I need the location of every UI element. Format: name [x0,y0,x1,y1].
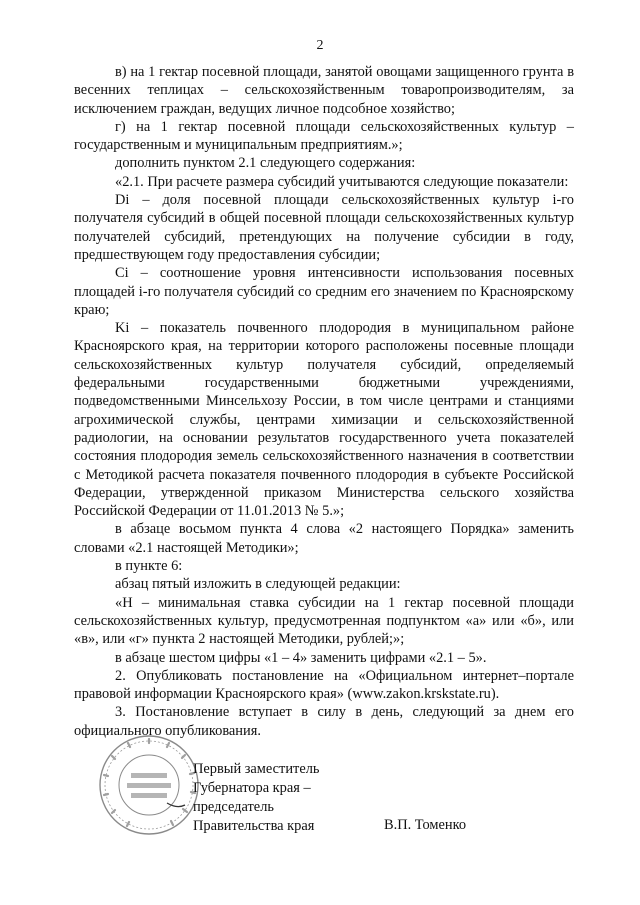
paragraph: в абзаце шестом цифры «1 – 4» заменить цифрами «2.1 – 5». [115,649,487,666]
paragraph: в) на 1 гектар посевной площади, занятой овощами защищенного грунта в весенних теплицах – сельскохозяйственным товаропроизводителям, за исключением граждан, ведущих личное подсобное хозяйство; [74,64,574,117]
signatory-title-line: Правительства края [193,818,315,834]
paragraph: «Н – минимальная ставка субсидии на 1 гектар посевной площади сельскохозяйственных культур, предусмотренная подпунктом «а» или «б», или «в», или «г» пункта 2 настоящей Методики, рублей;»; [74,594,574,648]
paragraph: Ci – соотношение уровня интенсивности использования посевных площадей i-го получателя субсидий со средним его значением по Красноярскому краю; [74,265,574,318]
paragraph: абзац пятый изложить в следующей редакции: [115,576,401,593]
paragraph: Ki – показатель почвенного плодородия в муниципальном районе Красноярского края, на территории которого расположены посевные площади сельскохозяйственных культур получателя субсидий, определяемый федеральными государственными бюджетными учреждениями, подведомственными Минсельхозу России, в том числе центрами и станциями агрохимической службы, центрами химизации и сельскохозяйственной радиологии, на основании результатов государственного учета показателей состояния плодородия земель сельскохозяйственного назначения в соответствии с Методикой расчета показателя почвенного плодородия в субъекте Российской Федерации, утвержденной приказом Министерства сельского хозяйства Российской Федерации от 11.01.2013 № 5.»; [74,320,574,520]
signatory-title-line: Первый заместитель [193,761,320,777]
official-seal-icon [97,733,201,837]
paragraph: «2.1. При расчете размера субсидий учитываются следующие показатели: [115,173,569,190]
paragraph: в пункте 6: [115,558,183,575]
paragraph: в абзаце восьмом пункта 4 слова «2 настоящего Порядка» заменить словами «2.1 настоящей Методики»; [74,521,574,556]
paragraph: 3. Постановление вступает в силу в день, следующий за днем его официального опубликования. [74,704,574,739]
paragraph: 2. Опубликовать постановление на «Официальном интернет–портале правовой информации Красноярского края» (www.zakon.krskstate.ru). [74,667,574,703]
signatory-title-line: Губернатора края – [193,780,311,796]
document-body [74,63,574,740]
page-number: 2 [316,38,324,53]
paragraph: Di – доля посевной площади сельскохозяйственных культур i-го получателя субсидий в общей посевной площади сельскохозяйственных культур получателей субсидий, претендующих на получение субсидии в году, предшествующем году предоставления субсидии; [74,192,574,263]
paragraph: г) на 1 гектар посевной площади сельскохозяйственных культур – государственным и муниципальным предприятиям.»; [74,118,574,154]
paragraph: дополнить пунктом 2.1 следующего содержания: [115,155,416,172]
signatory-title [193,760,319,836]
signatory-title-line: председатель [193,799,274,815]
signatory-name: В.П. Томенко [384,817,467,833]
